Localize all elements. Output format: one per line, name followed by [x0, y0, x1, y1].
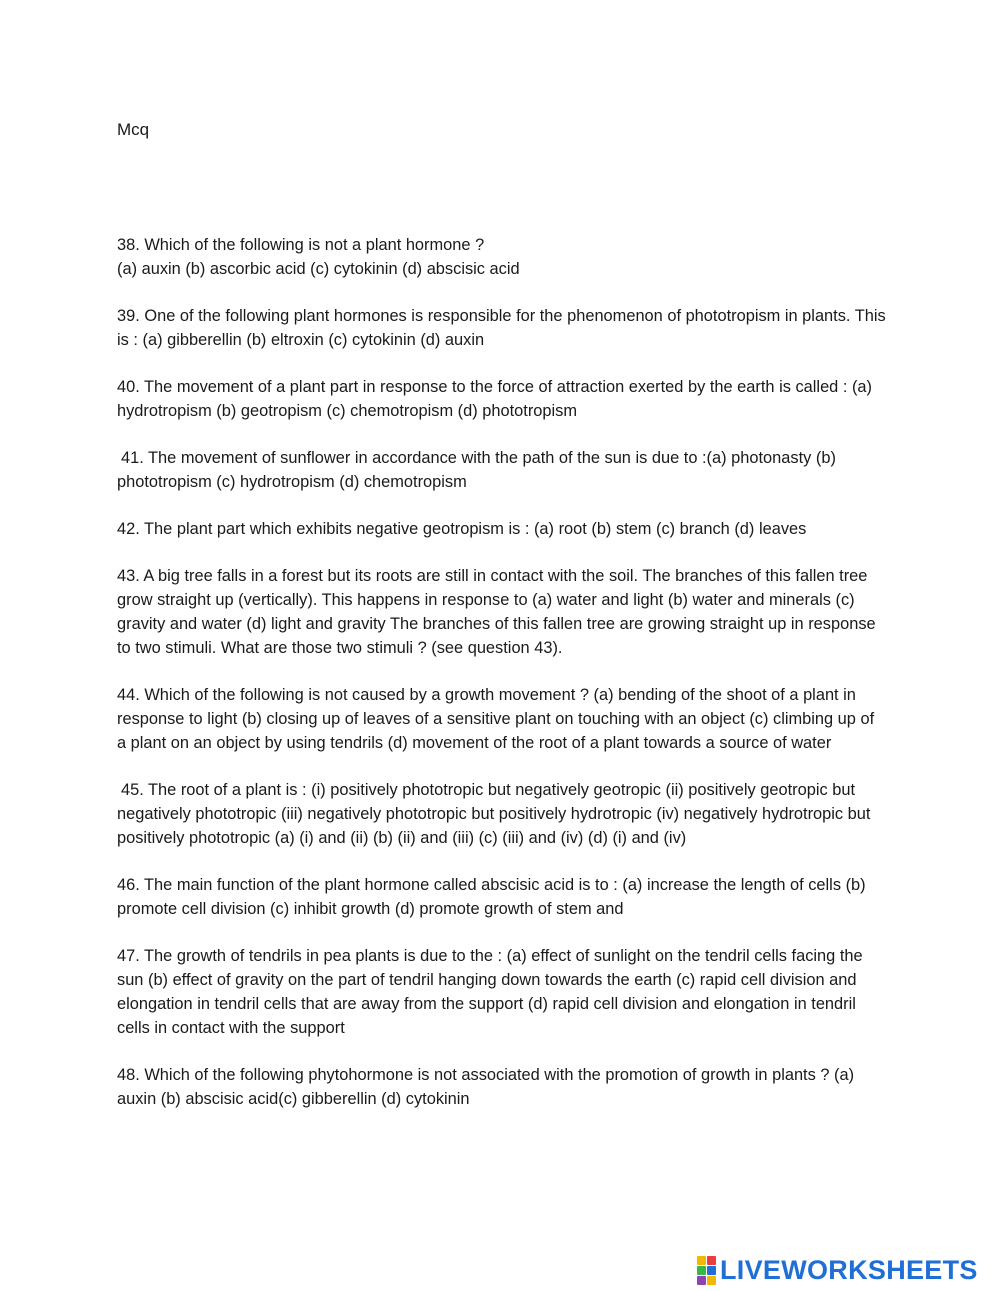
question-43: 43. A big tree falls in a forest but its roots are still in contact with the soil. The branches of this fallen tree grow straight up (vertically). This happens in response to (a) water and light (b) water and minerals (c) gravity and water (d) light and gravity The branches of this fallen tree are growing straight up in response to two stimuli. What are those two stimuli ? (see question 43). [117, 567, 876, 657]
logo-blocks-icon [697, 1256, 716, 1285]
liveworksheets-logo [697, 1255, 978, 1285]
question-40: 40. The movement of a plant part in response to the force of attraction exerted by the earth is called : (a) hydrotropism (b) geotropism (c) chemotropism (d) phototropism [117, 378, 872, 420]
question-38: 38. Which of the following is not a plant hormone ? (a) auxin (b) ascorbic acid (c) cytokinin (d) abscisic acid [117, 236, 520, 278]
question-41: 41. The movement of sunflower in accordance with the path of the sun is due to :(a) photonasty (b) phototropism (c) hydrotropism (d) chemotropism [117, 449, 836, 491]
logo-text: LIVEWORKSHEETS [720, 1255, 978, 1285]
question-42: 42. The plant part which exhibits negative geotropism is : (a) root (b) stem (c) branch (d) leaves [117, 520, 807, 538]
question-45: 45. The root of a plant is : (i) positively phototropic but negatively geotropic (ii) positively geotropic but negatively phototropic (iii) negatively phototropic but positively hydrotropic (iv) negatively hydrotropic but positively phototropic (a) (i) and (ii) (b) (ii) and (iii) (c) (iii) and (iv) (d) (i) and (iv) [117, 781, 871, 847]
question-39: 39. One of the following plant hormones is responsible for the phenomenon of phototropism in plants. This is : (a) gibberellin (b) eltroxin (c) cytokinin (d) auxin [117, 307, 886, 349]
question-46: 46. The main function of the plant hormone called abscisic acid is to : (a) increase the length of cells (b) promote cell division (c) inhibit growth (d) promote growth of stem and [117, 876, 866, 918]
question-47: 47. The growth of tendrils in pea plants is due to the : (a) effect of sunlight on the tendril cells facing the sun (b) effect of gravity on the part of tendril hanging down towards the earth (c) rapid cell division and elongation in tendril cells that are away from the support (d) rapid cell division and elongation in tendril cells in contact with the support [117, 947, 863, 1037]
page-title: Mcq [117, 120, 150, 139]
question-48: 48. Which of the following phytohormone is not associated with the promotion of growth in plants ? (a) auxin (b) abscisic acid(c) gibberellin (d) cytokinin [117, 1066, 855, 1108]
question-44: 44. Which of the following is not caused by a growth movement ? (a) bending of the shoot of a plant in response to light (b) closing up of leaves of a sensitive plant on touching with an object (c) climbing up of a plant on an object by using tendrils (d) movement of the root of a plant towards a source of water [117, 686, 875, 752]
question-list [117, 233, 887, 1134]
